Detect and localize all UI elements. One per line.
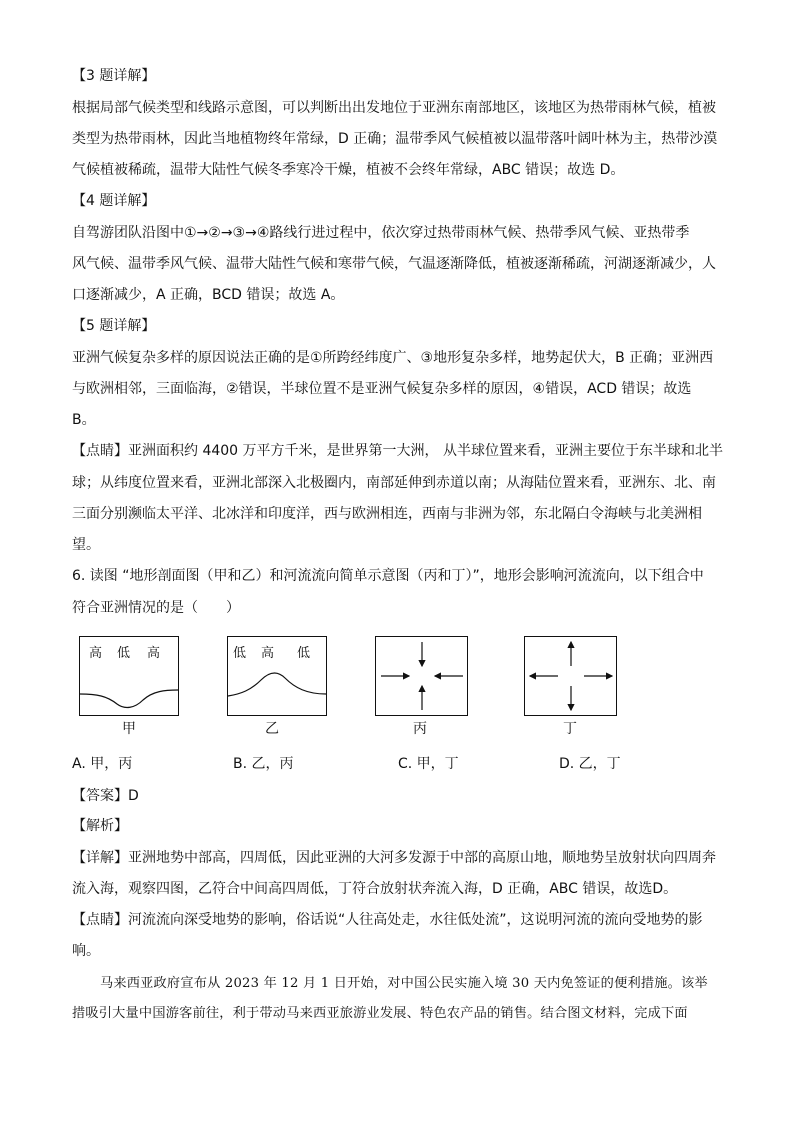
q5-line-1: 亚洲气候复杂多样的原因说法正确的是①所跨经纬度广、③地形复杂多样，地势起伏大，B 正确；亚洲西	[72, 350, 714, 366]
tip1-line-3: 三面分别濒临太平洋、北冰洋和印度洋，西与欧洲相连，西南与非洲为邻，东北隔白令海峡与北美洲相	[72, 506, 702, 522]
analysis-label: 【解析】	[72, 818, 128, 834]
q4-line-2: 风气候、温带季风气候、温带大陆性气候和寒带气候，气温逐渐降低，植被逐渐稀疏，河湖逐渐减少，人	[72, 256, 716, 272]
q6-tip-line-2: 响。	[72, 943, 100, 959]
q5-line-2: 与欧洲相邻，三面临海，②错误，半球位置不是亚洲气候复杂多样的原因，④错误，ACD 错误；故选	[72, 381, 692, 397]
figure-yi-caption: 乙	[265, 721, 279, 737]
jia-label-right: 高	[147, 646, 161, 661]
q3-heading: 【3 题详解】	[72, 68, 156, 84]
q6-detail-line-1: 【详解】亚洲地势中部高，四周低，因此亚洲的大河多发源于中部的高原山地，顺地势呈放射状向四周奔	[72, 850, 716, 866]
q6-question-line-1: 6. 读图 “地形剖面图（甲和乙）和河流流向简单示意图（丙和丁）”，地形会影响河流流向，以下组合中	[72, 568, 704, 584]
figure-bing-svg	[375, 636, 469, 716]
q6-question-line-2: 符合亚洲情况的是（ ）	[72, 600, 240, 616]
q3-line-1: 根据局部气候类型和线路示意图，可以判断出出发地位于亚洲东南部地区，该地区为热带雨林气候，植被	[72, 100, 716, 116]
tip1-line-1: 【点睛】亚洲面积约 4400 万平方千米，是世界第一大洲， 从半球位置来看，亚洲主要位于东半球和北半	[72, 443, 723, 459]
option-a: A. 甲，丙	[72, 756, 133, 772]
q4-line-3: 口逐渐减少，A 正确，BCD 错误；故选 A。	[72, 287, 345, 303]
intro-line-2: 措吸引大量中国游客前往，利于带动马来西亚旅游业发展、特色农产品的销售。结合图文材料，完成下面	[72, 1006, 688, 1021]
intro-line-1: 马来西亚政府宣布从 2023 年 12 月 1 日开始，对中国公民实施入境 30 天内免签证的便利措施。该举	[100, 976, 708, 991]
figure-ding-caption: 丁	[563, 721, 577, 737]
q6-tip-line-1: 【点睛】河流流向深受地势的影响，俗话说“人往高处走，水往低处流”，这说明河流的流向受地势的影	[72, 912, 703, 928]
q5-heading: 【5 题详解】	[72, 318, 156, 334]
tip1-line-2: 球；从纬度位置来看，亚洲北部深入北极圈内，南部延伸到赤道以南；从海陆位置来看，亚洲东、北、南	[72, 475, 716, 491]
yi-label-right: 低	[297, 646, 311, 661]
q4-line-1: 自驾游团队沿图中①→②→③→④路线行进过程中，依次穿过热带雨林气候、热带季风气候、亚热带季	[72, 225, 690, 241]
q3-line-2: 类型为热带雨林，因此当地植物终年常绿，D 正确；温带季风气候植被以温带落叶阔叶林为主，热带沙漠	[72, 131, 718, 147]
q5-line-3: B。	[72, 412, 96, 428]
figure-bing-caption: 丙	[413, 721, 427, 737]
option-c: C. 甲，丁	[398, 756, 459, 772]
jia-label-middle: 低	[117, 646, 131, 661]
tip1-line-4: 望。	[72, 537, 100, 553]
figure-ding-svg	[524, 636, 618, 716]
jia-label-left: 高	[89, 646, 103, 661]
answer-label: 【答案】D	[72, 788, 139, 804]
option-d: D. 乙，丁	[559, 756, 621, 772]
yi-label-middle: 高	[261, 646, 275, 661]
q3-line-3: 气候植被稀疏，温带大陆性气候冬季寒冷干燥，植被不会终年常绿，ABC 错误；故选 D。	[72, 162, 625, 178]
figure-jia-caption: 甲	[122, 721, 136, 737]
yi-label-left: 低	[233, 646, 247, 661]
option-b: B. 乙，丙	[233, 756, 294, 772]
q4-heading: 【4 题详解】	[72, 193, 156, 209]
q6-detail-line-2: 流入海，观察四图，乙符合中间高四周低，丁符合放射状奔流入海，D 正确，ABC 错误，故选D。	[72, 881, 678, 897]
